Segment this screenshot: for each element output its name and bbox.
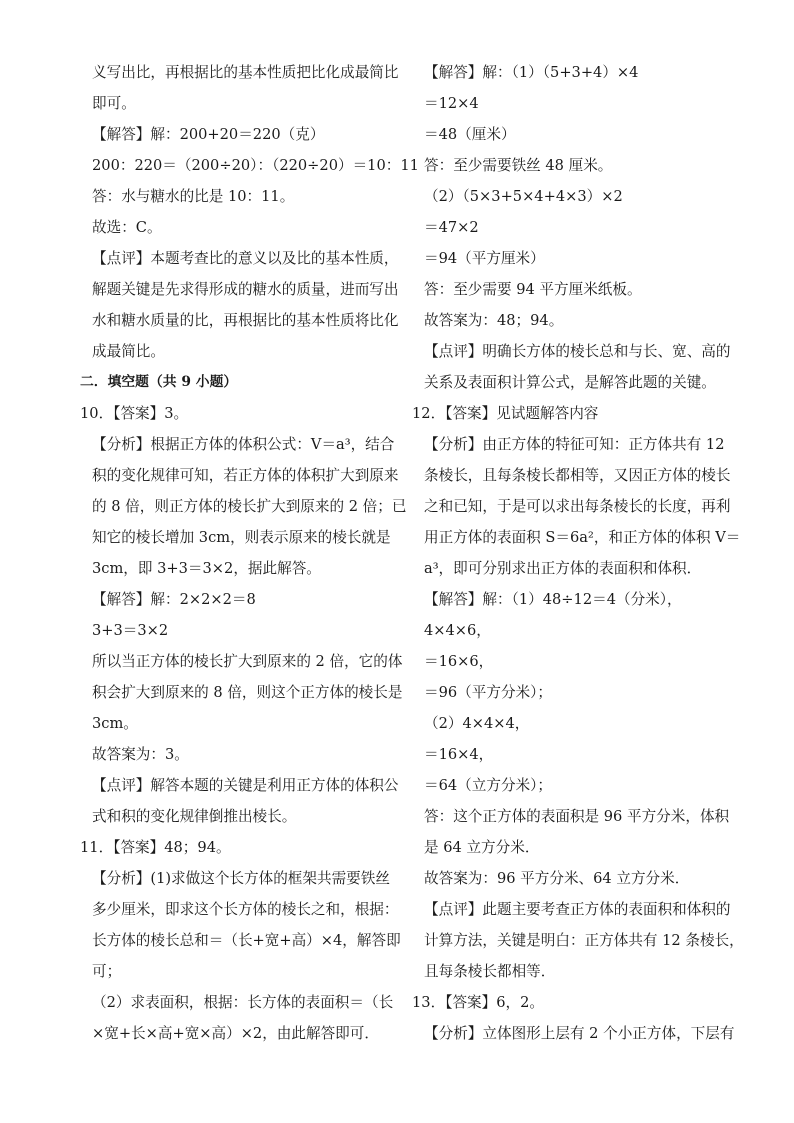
left-text-line: 3cm。 — [92, 715, 138, 732]
right-text-line: 12．【答案】见试题解答内容 — [412, 405, 599, 422]
right-text-line: ＝48（厘米） — [424, 126, 516, 143]
left-text-line: 【点评】解答本题的关键是利用正方体的体积公 — [92, 777, 399, 794]
right-text-line: a³，即可分别求出正方体的表面积和体积． — [424, 560, 702, 577]
left-text-line: 3cm，即 3+3＝3×2，据此解答。 — [92, 560, 321, 577]
left-column — [80, 57, 419, 1049]
right-text-line: 【分析】由正方体的特征可知：正方体共有 12 — [424, 436, 725, 453]
left-text-line: 可； — [92, 963, 122, 980]
right-text-line: ＝47×2 — [424, 219, 479, 236]
right-text-line: 故答案为：48；94。 — [424, 312, 564, 329]
right-text-line: ＝94（平方厘米） — [424, 250, 545, 267]
left-text-line: 成最简比。 — [92, 343, 165, 360]
right-text-line: 答：至少需要铁丝 48 厘米。 — [424, 157, 613, 174]
right-text-line: ＝64（立方分米）； — [424, 777, 553, 794]
right-text-line: （2）4×4×4， — [424, 715, 530, 732]
left-text-line: 答：水与糖水的比是 10：11。 — [92, 188, 295, 205]
left-text-line: 故选：C。 — [92, 219, 162, 236]
right-text-line: ＝16×4， — [424, 746, 494, 763]
right-text-line: （2）（5×3+5×4+4×3）×2 — [424, 188, 623, 205]
right-text-line: 【点评】此题主要考查正方体的表面积和体积的 — [424, 901, 731, 918]
left-text-line: 3+3＝3×2 — [92, 622, 169, 639]
right-column — [412, 57, 742, 1049]
right-text-line: 且每条棱长都相等． — [424, 963, 556, 980]
right-text-line: 条棱长，且每条棱长都相等，又因正方体的棱长 — [424, 467, 731, 484]
right-text-line: 答：这个正方体的表面积是 96 平方分米，体积 — [424, 808, 730, 825]
section-heading: 二．填空题（共 9 小题） — [80, 374, 238, 390]
left-text-line: 积会扩大到原来的 8 倍，则这个正方体的棱长是 — [92, 684, 403, 701]
right-text-line: 计算方法，关键是明白：正方体共有 12 条棱长， — [424, 932, 744, 949]
left-text-line: 【解答】解：2×2×2＝8 — [92, 591, 256, 608]
left-text-line: ×宽+长×高+宽×高）×2，由此解答即可． — [92, 1025, 379, 1042]
right-text-line: 【解答】解：（1）48÷12＝4（分米）， — [424, 591, 682, 608]
left-text-line: 11．【答案】48；94。 — [80, 839, 231, 856]
right-text-line: 4×4×6， — [424, 622, 491, 639]
right-text-line: 关系及表面积计算公式，是解答此题的关键。 — [424, 374, 716, 391]
right-text-line: 是 64 立方分米． — [424, 839, 540, 856]
right-text-line: 【解答】解：（1）（5+3+4）×4 — [424, 64, 639, 81]
left-text-line: 所以当正方体的棱长扩大到原来的 2 倍，它的体 — [92, 653, 403, 670]
right-text-line: ＝12×4 — [424, 95, 479, 112]
left-text-line: 200：220＝（200÷20）：（220÷20）＝10：11 — [92, 157, 419, 174]
left-text-line: 义写出比，再根据比的基本性质把比化成最简比 — [92, 64, 399, 81]
right-text-line: 用正方体的表面积 S＝6a²，和正方体的体积 V＝ — [424, 529, 741, 546]
right-text-line: 【分析】立体图形上层有 2 个小正方体，下层有 — [424, 1025, 735, 1042]
left-text-line: 水和糖水质量的比，再根据比的基本性质将比化 — [92, 312, 399, 329]
left-text-line: （2）求表面积，根据：长方体的表面积＝（长 — [92, 994, 394, 1011]
left-text-line: 知它的棱长增加 3cm，则表示原来的棱长就是 — [92, 529, 391, 546]
right-text-line: ＝96（平方分米）； — [424, 684, 553, 701]
right-text-line: 答：至少需要 94 平方厘米纸板。 — [424, 281, 642, 298]
left-text-line: 【分析】根据正方体的体积公式：V＝a³，结合 — [92, 436, 395, 453]
right-text-line: 故答案为：96 平方分米、64 立方分米． — [424, 870, 690, 887]
left-text-line: 即可。 — [92, 95, 136, 112]
left-text-line: 解题关键是先求得形成的糖水的质量，进而写出 — [92, 281, 399, 298]
left-text-line: 长方体的棱长总和＝（长+宽+高）×4，解答即 — [92, 932, 401, 949]
left-text-line: 10．【答案】3。 — [80, 405, 189, 422]
right-text-line: 13．【答案】6，2。 — [412, 994, 544, 1011]
left-text-line: 故答案为：3。 — [92, 746, 189, 763]
left-text-line: 的 8 倍，则正方体的棱长扩大到原来的 2 倍；已 — [92, 498, 407, 515]
left-text-line: 式和积的变化规律倒推出棱长。 — [92, 808, 297, 825]
right-text-line: 之和已知，于是可以求出每条棱长的长度，再利 — [424, 498, 731, 515]
right-text-line: ＝16×6， — [424, 653, 494, 670]
right-text-line: 【点评】明确长方体的棱长总和与长、宽、高的 — [424, 343, 731, 360]
left-text-line: 【点评】本题考查比的意义以及比的基本性质， — [92, 250, 399, 267]
left-text-line: 【分析】(1)求做这个长方体的框架共需要铁丝 — [92, 870, 390, 887]
left-text-line: 积的变化规律可知，若正方体的体积扩大到原来 — [92, 467, 399, 484]
left-text-line: 多少厘米，即求这个长方体的棱长之和，根据： — [92, 901, 399, 918]
left-text-line: 【解答】解：200+20＝220（克） — [92, 126, 325, 143]
